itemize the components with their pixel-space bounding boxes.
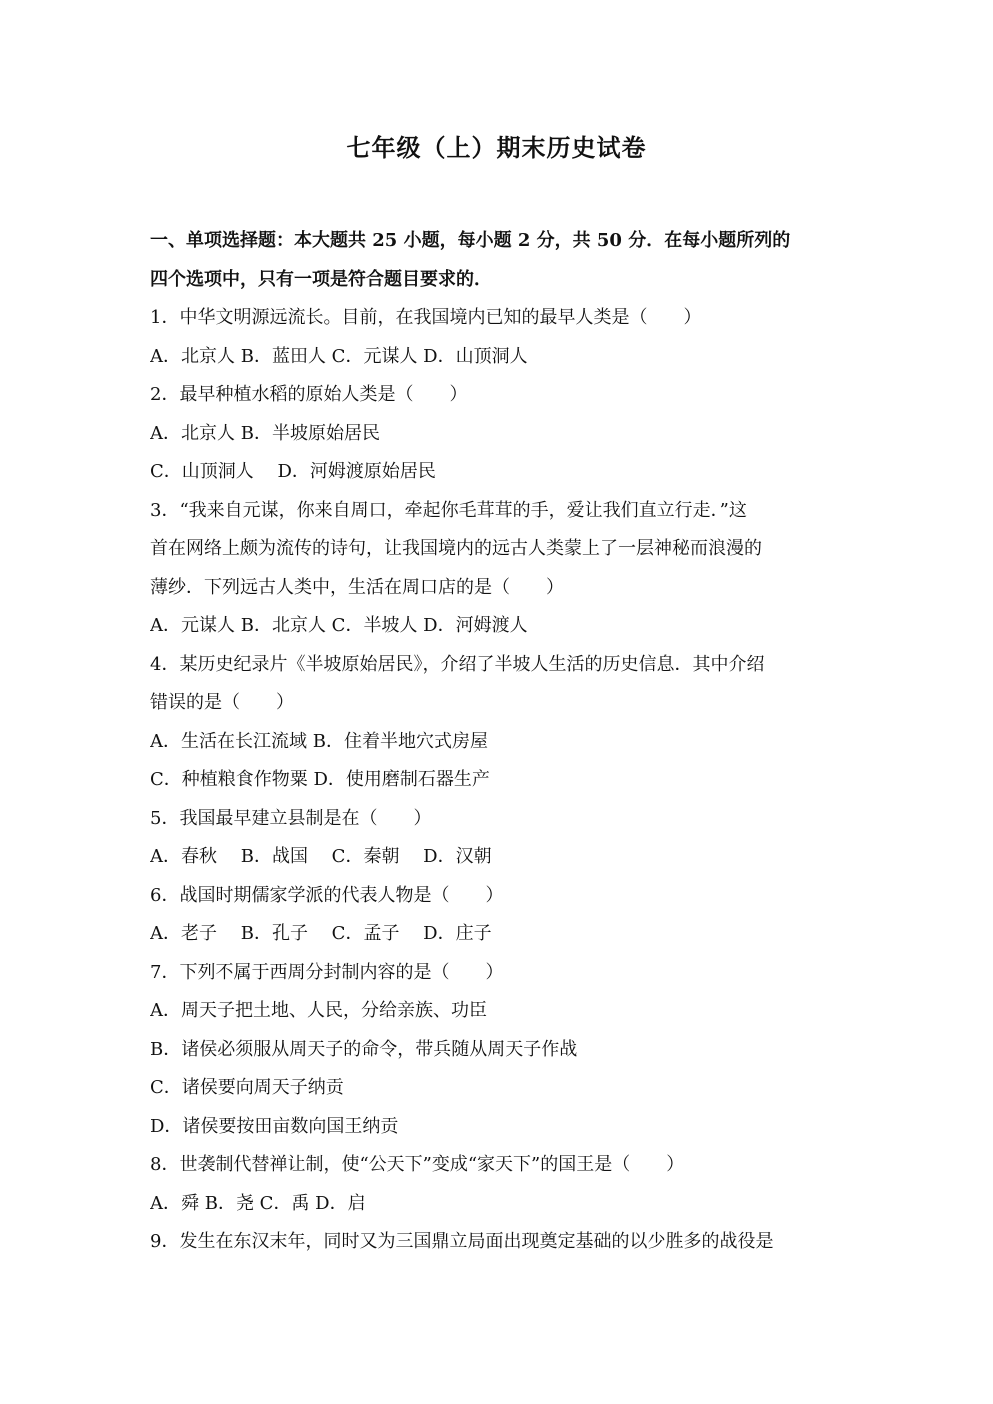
question-2-options-cd: C．山顶洞人 D．河姆渡原始居民 xyxy=(150,461,436,482)
question-2-stem: 2．最早种植水稻的原始人类是（ ） xyxy=(150,384,468,405)
question-7-option-a: A．周天子把土地、人民，分给亲族、功臣 xyxy=(150,1000,487,1021)
question-1-options: A．北京人 B．蓝田人 C．元谋人 D．山顶洞人 xyxy=(150,345,528,367)
question-7-option-d: D．诸侯要按田亩数向国王纳贡 xyxy=(150,1115,399,1137)
question-3-stem-line-2: 首在网络上颇为流传的诗句，让我国境内的远古人类蒙上了一层神秘而浪漫的 xyxy=(150,538,762,559)
page-title: 七年级（上）期末历史试卷 xyxy=(346,133,647,162)
question-8-options: A．舜 B．尧 C．禹 D．启 xyxy=(150,1192,366,1214)
question-7-option-b: B．诸侯必须服从周天子的命令，带兵随从周天子作战 xyxy=(150,1038,578,1060)
question-1-stem: 1．中华文明源远流长。目前，在我国境内已知的最早人类是（ ） xyxy=(150,307,702,328)
question-5-options: A．春秋 B．战国 C．秦朝 D．汉朝 xyxy=(150,846,492,867)
question-3-stem-line-1: 3．“我来自元谋，你来自周口，牵起你毛茸茸的手，爱让我们直立行走．”这 xyxy=(150,499,747,521)
question-9-stem: 9．发生在东汉末年，同时又为三国鼎立局面出现奠定基础的以少胜多的战役是 xyxy=(150,1231,774,1252)
question-6-stem: 6．战国时期儒家学派的代表人物是（ ） xyxy=(150,884,504,906)
question-6-options: A．老子 B．孔子 C．孟子 D．庄子 xyxy=(150,923,492,944)
section-heading-line-2: 四个选项中，只有一项是符合题目要求的． xyxy=(150,268,492,290)
question-7-option-c: C．诸侯要向周天子纳贡 xyxy=(150,1077,344,1098)
question-4-stem-line-2: 错误的是（ ） xyxy=(150,692,294,713)
question-8-stem: 8．世袭制代替禅让制，使“公天下”变成“家天下”的国王是（ ） xyxy=(150,1154,685,1175)
question-5-stem: 5．我国最早建立县制是在（ ） xyxy=(150,807,432,829)
question-4-options-ab: A．生活在长江流域 B．住着半地穴式房屋 xyxy=(150,730,488,752)
question-2-options-ab: A．北京人 B．半坡原始居民 xyxy=(150,422,380,444)
section-heading-line-1: 一、单项选择题：本大题共 25 小题，每小题 2 分，共 50 分．在每小题所列的 xyxy=(150,230,791,251)
question-7-stem: 7．下列不属于西周分封制内容的是（ ） xyxy=(150,961,504,983)
question-3-options: A．元谋人 B．北京人 C．半坡人 D．河姆渡人 xyxy=(150,615,528,636)
question-4-options-cd: C．种植粮食作物粟 D．使用磨制石器生产 xyxy=(150,769,490,790)
question-3-stem-line-3: 薄纱．下列远古人类中，生活在周口店的是（ ） xyxy=(150,576,564,598)
exam-content xyxy=(150,222,850,1262)
question-4-stem-line-1: 4．某历史纪录片《半坡原始居民》，介绍了半坡人生活的历史信息．其中介绍 xyxy=(150,653,765,675)
